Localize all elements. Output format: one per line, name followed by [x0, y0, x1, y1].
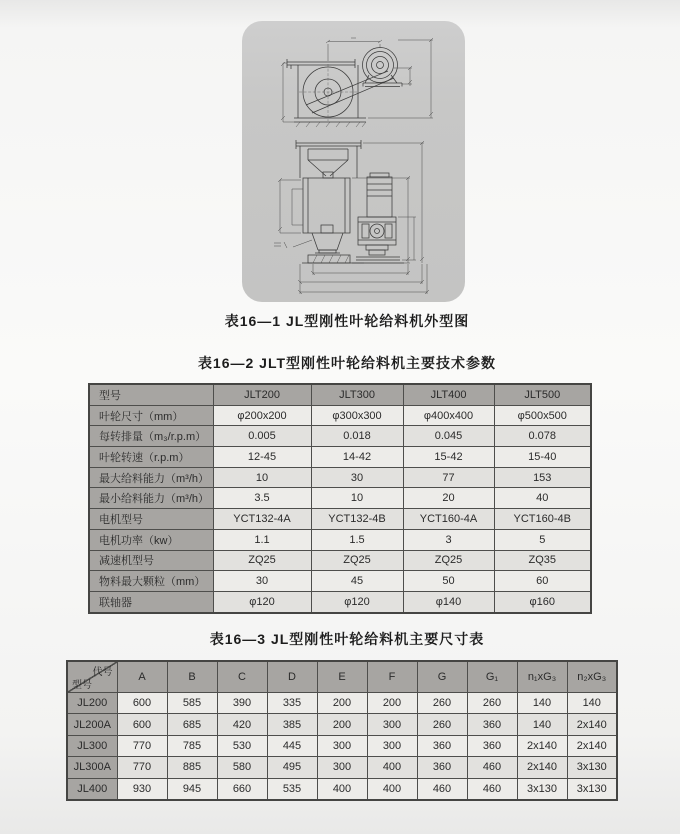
technical-drawing-icon	[242, 21, 465, 302]
cell-value: 885	[167, 757, 217, 778]
cell-value: 0.018	[311, 426, 403, 447]
cell-value: φ120	[213, 591, 311, 612]
table-row	[89, 426, 591, 447]
cell-value: ZQ25	[403, 550, 494, 571]
cell-value: 45	[311, 571, 403, 592]
cell-value: 360	[467, 735, 517, 756]
cell-value: 3x130	[567, 778, 617, 800]
cell-value: 2x140	[567, 714, 617, 735]
row-label: 电机型号	[89, 509, 213, 530]
table-row	[89, 571, 591, 592]
cell-value: 77	[403, 467, 494, 488]
cell-value: φ500x500	[494, 405, 591, 426]
cell-value: 5	[494, 529, 591, 550]
table-row	[89, 529, 591, 550]
cell-value: YCT160-4B	[494, 509, 591, 530]
cell-value: 360	[417, 735, 467, 756]
model-label: JL200	[67, 693, 117, 714]
cell-value: 930	[117, 778, 167, 800]
cell-value: φ140	[403, 591, 494, 612]
corner-diagonal-cell	[67, 661, 117, 693]
cell-value: 14-42	[311, 447, 403, 468]
cell-value: ZQ35	[494, 550, 591, 571]
cell-value: 2x140	[517, 735, 567, 756]
model-label: JL200A	[67, 714, 117, 735]
cell-value: φ120	[311, 591, 403, 612]
cell-value: 0.045	[403, 426, 494, 447]
cell-value: 3	[403, 529, 494, 550]
cell-value: 460	[417, 778, 467, 800]
table-row	[67, 778, 617, 800]
table-row	[67, 757, 617, 778]
cell-value: 445	[267, 735, 317, 756]
cell-value: 15-42	[403, 447, 494, 468]
cell-value: 2x140	[517, 757, 567, 778]
cell-value: 460	[467, 778, 517, 800]
row-label: 减速机型号	[89, 550, 213, 571]
dims-column-header: F	[367, 661, 417, 693]
cell-value: 140	[517, 693, 567, 714]
cell-value: YCT132-4A	[213, 509, 311, 530]
cell-value: ZQ25	[213, 550, 311, 571]
cell-value: 2x140	[567, 735, 617, 756]
cell-value: 12-45	[213, 447, 311, 468]
params-column-header: JLT400	[403, 384, 494, 405]
table-row	[89, 488, 591, 509]
figure-panel	[242, 21, 465, 302]
table-row	[89, 591, 591, 612]
cell-value: 580	[217, 757, 267, 778]
model-label: JL300A	[67, 757, 117, 778]
cell-value: 300	[367, 735, 417, 756]
cell-value: 0.005	[213, 426, 311, 447]
cell-value: 360	[467, 714, 517, 735]
table-row	[89, 405, 591, 426]
cell-value: 20	[403, 488, 494, 509]
cell-value: 335	[267, 693, 317, 714]
cell-value: φ200x200	[213, 405, 311, 426]
cell-value: 600	[117, 693, 167, 714]
cell-value: 140	[517, 714, 567, 735]
cell-value: φ300x300	[311, 405, 403, 426]
cell-value: 200	[317, 714, 367, 735]
cell-value: 3x130	[567, 757, 617, 778]
cell-value: 420	[217, 714, 267, 735]
table-row	[89, 467, 591, 488]
table-row	[89, 550, 591, 571]
cell-value: YCT132-4B	[311, 509, 403, 530]
cell-value: 770	[117, 757, 167, 778]
cell-value: φ400x400	[403, 405, 494, 426]
params-table-caption: 表16—2 JLT型刚性叶轮给料机主要技术参数	[197, 355, 497, 371]
model-label: JL300	[67, 735, 117, 756]
params-header-row	[89, 384, 591, 405]
cell-value: 400	[317, 778, 367, 800]
cell-value: 200	[367, 693, 417, 714]
params-table	[88, 383, 592, 614]
cell-value: 600	[117, 714, 167, 735]
dims-column-header: E	[317, 661, 367, 693]
row-label: 最大给料能力（m³/h）	[89, 467, 213, 488]
dims-column-header: C	[217, 661, 267, 693]
row-label: 电机功率（kw）	[89, 529, 213, 550]
cell-value: 300	[317, 757, 367, 778]
cell-value: 495	[267, 757, 317, 778]
cell-value: 530	[217, 735, 267, 756]
params-column-header: JLT200	[213, 384, 311, 405]
params-column-header: JLT500	[494, 384, 591, 405]
model-label: JL400	[67, 778, 117, 800]
table-row	[67, 714, 617, 735]
side-view	[281, 38, 433, 127]
row-label: 联轴器	[89, 591, 213, 612]
cell-value: 153	[494, 467, 591, 488]
cell-value: 360	[417, 757, 467, 778]
table-row	[67, 693, 617, 714]
dims-table-body	[67, 661, 617, 800]
table-row	[67, 735, 617, 756]
corner-bottom-label: 型号	[72, 680, 92, 691]
cell-value: 30	[311, 467, 403, 488]
cell-value: 585	[167, 693, 217, 714]
cell-value: 3.5	[213, 488, 311, 509]
cell-value: 15-40	[494, 447, 591, 468]
row-label: 物料最大颗粒（mm）	[89, 571, 213, 592]
dims-table-caption: 表16—3 JL型刚性叶轮给料机主要尺寸表	[209, 631, 485, 647]
dims-table	[66, 660, 618, 801]
dims-column-header: D	[267, 661, 317, 693]
dims-column-header: G	[417, 661, 467, 693]
cell-value: 685	[167, 714, 217, 735]
corner-top-label: 代号	[92, 667, 113, 678]
cell-value: 770	[117, 735, 167, 756]
cell-value: 945	[167, 778, 217, 800]
cell-value: 0.078	[494, 426, 591, 447]
dims-column-header: n₂xG₃	[567, 661, 617, 693]
cell-value: 260	[417, 693, 467, 714]
table-row	[89, 447, 591, 468]
cell-value: 460	[467, 757, 517, 778]
cell-value: 300	[317, 735, 367, 756]
row-label: 最小给料能力（m³/h）	[89, 488, 213, 509]
cell-value: 60	[494, 571, 591, 592]
cell-value: 1.1	[213, 529, 311, 550]
cell-value: 40	[494, 488, 591, 509]
cell-value: φ160	[494, 591, 591, 612]
cell-value: 300	[367, 714, 417, 735]
cell-value: 385	[267, 714, 317, 735]
cell-value: 50	[403, 571, 494, 592]
cell-value: 10	[213, 467, 311, 488]
figure-caption: 表16—1 JL型刚性叶轮给料机外型图	[224, 313, 470, 329]
row-label: 叶轮转速（r.p.m）	[89, 447, 213, 468]
params-corner-label: 型号	[89, 384, 213, 405]
cell-value: 140	[567, 693, 617, 714]
cell-value: 785	[167, 735, 217, 756]
cell-value: 260	[467, 693, 517, 714]
cell-value: ZQ25	[311, 550, 403, 571]
cell-value: 260	[417, 714, 467, 735]
cell-value: 10	[311, 488, 403, 509]
dims-column-header: A	[117, 661, 167, 693]
cell-value: YCT160-4A	[403, 509, 494, 530]
cell-value: 400	[367, 778, 417, 800]
dims-column-header: n₁xG₃	[517, 661, 567, 693]
dims-column-header: G₁	[467, 661, 517, 693]
cell-value: 30	[213, 571, 311, 592]
params-table-body	[89, 384, 591, 613]
cell-value: 3x130	[517, 778, 567, 800]
cell-value: 660	[217, 778, 267, 800]
cell-value: 200	[317, 693, 367, 714]
cell-value: 1.5	[311, 529, 403, 550]
cell-value: 390	[217, 693, 267, 714]
cell-value: 400	[367, 757, 417, 778]
dims-header-row	[67, 661, 617, 693]
params-column-header: JLT300	[311, 384, 403, 405]
row-label: 每转排量（m₃/r.p.m）	[89, 426, 213, 447]
cell-value: 535	[267, 778, 317, 800]
table-row	[89, 509, 591, 530]
dims-column-header: B	[167, 661, 217, 693]
front-view	[274, 140, 429, 294]
row-label: 叶轮尺寸（mm）	[89, 405, 213, 426]
